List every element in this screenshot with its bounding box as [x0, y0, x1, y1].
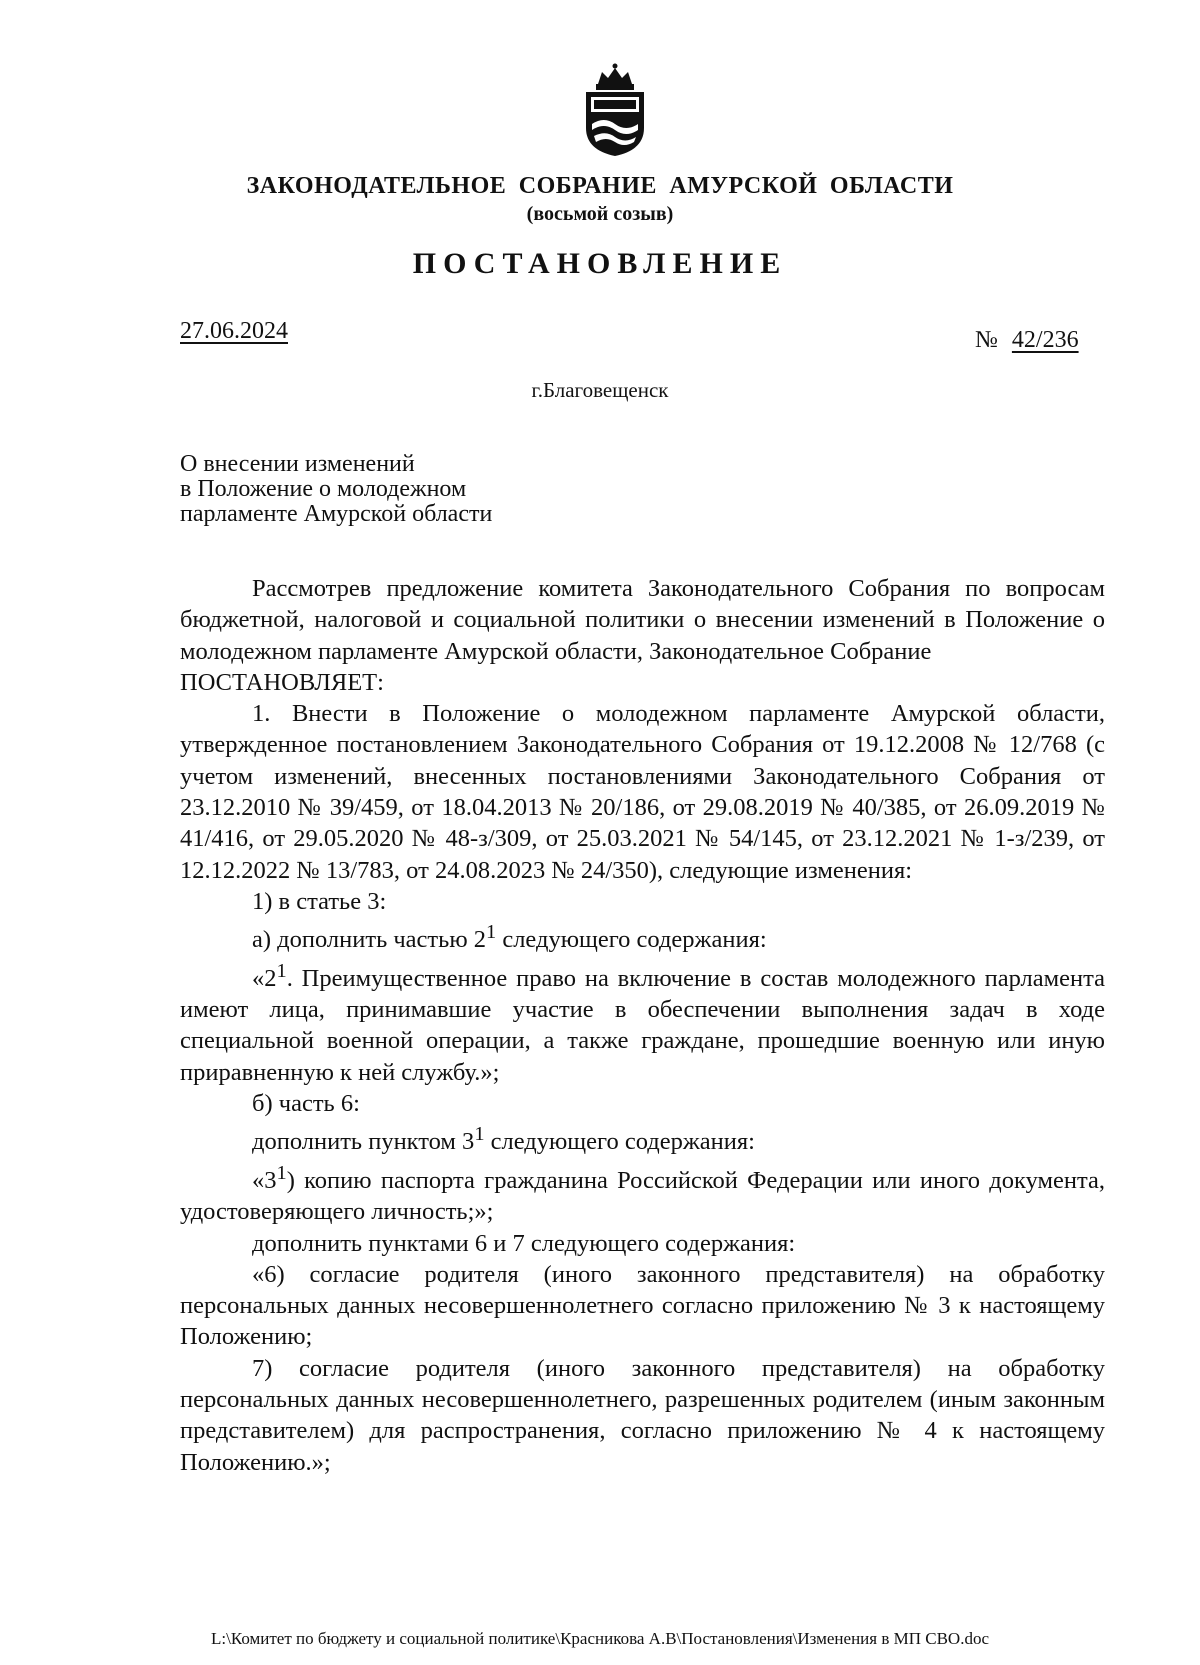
superscript: 1 [276, 1161, 287, 1184]
text: ) копию паспорта гражданина Российской Федерации или иного документа, удостоверяющего личность;»; [180, 1166, 1105, 1226]
document-type-title: ПОСТАНОВЛЕНИЕ [412, 247, 788, 280]
add-point-3-1 [180, 1119, 1105, 1157]
resolves-heading: ПОСТАНОВЛЯЕТ: [180, 668, 384, 696]
item-1-paragraph: 1. Внести в Положение о молодежном парламенте Амурской области, утвержденное постановлением Законодательного Собрания от 19.12.2008 № 12/768 (с учетом изменений, внесенных постановлениями Законодательного Собрания от 23.12.2010 № 39/459, от 18.04.2013 № 20/186, от 29.08.2019 № 40/385, от 26.09.2019 № 41/416, от 29.05.2020 № 48-з/309, от 25.03.2021 № 54/145, от 23.12.2021 № 1-з/239, от 12.12.2022 № 13/783, от 24.08.2023 № 24/350), следующие изменения: [180, 700, 1105, 884]
document-number [975, 327, 1079, 354]
subject-line: в Положение о молодежном [180, 476, 467, 502]
subject-line: парламенте Амурской области [180, 501, 493, 527]
quote-point-6: «6) согласие родителя (иного законного представителя) на обработку персональных данных несовершеннолетнего согласно приложению № 3 к настоящему Положению; [180, 1260, 1105, 1351]
sub-item-1: 1) в статье 3: [252, 887, 387, 915]
superscript: 1 [276, 959, 287, 982]
text: «2 [252, 964, 277, 992]
text: дополнить пунктом 3 [252, 1128, 475, 1156]
text: . Преимущественное право на включение в состав молодежного парламента имеют лица, принимавшие участие в обеспечении выполнения задач в ходе специальной военной операции, а также граждане, прошедшие военную или иную приравненную к ней службу.»; [180, 964, 1105, 1086]
quote-part-2-1 [180, 956, 1105, 1088]
text: следующего содержания: [496, 926, 767, 954]
quote-point-7: 7) согласие родителя (иного законного представителя) на обработку персональных данных несовершеннолетнего, разрешенных родителем (иным законным представителем) для распространения, согласно приложению № 4 к настоящему Положению.»; [180, 1354, 1105, 1476]
add-points-6-7: дополнить пунктами 6 и 7 следующего содержания: [252, 1229, 796, 1257]
text: следующего содержания: [484, 1128, 755, 1156]
number-value: 42/236 [1011, 327, 1079, 353]
convocation: (восьмой созыв) [526, 203, 674, 225]
sub-item-1a [180, 917, 1105, 955]
superscript: 1 [486, 921, 497, 944]
text: а) дополнить частью 2 [252, 926, 486, 954]
coat-of-arms-icon [580, 62, 650, 158]
document-date: 27.06.2024 [180, 318, 288, 344]
subject-line: О внесении изменений [180, 451, 415, 477]
sub-item-1b: б) часть 6: [252, 1090, 360, 1118]
organization-name: ЗАКОНОДАТЕЛЬНОЕ СОБРАНИЕ АМУРСКОЙ ОБЛАСТИ [246, 173, 954, 199]
number-sign: № [975, 327, 998, 353]
text: «3 [252, 1166, 277, 1194]
subject-block [180, 452, 492, 527]
quote-point-3-1 [180, 1158, 1105, 1228]
file-path-footer: L:\Комитет по бюджету и социальной политике\Красникова А.В\Постановления\Изменения в МП СВО.doc [211, 1629, 989, 1648]
superscript: 1 [474, 1123, 485, 1146]
preamble-paragraph: Рассмотрев предложение комитета Законодательного Собрания по вопросам бюджетной, налоговой и социальной политики о внесении изменений в Положение о молодежном парламенте Амурской области, Законодательное Собрание [180, 575, 1105, 665]
city: г.Благовещенск [531, 378, 669, 402]
document-body [180, 573, 1105, 1478]
